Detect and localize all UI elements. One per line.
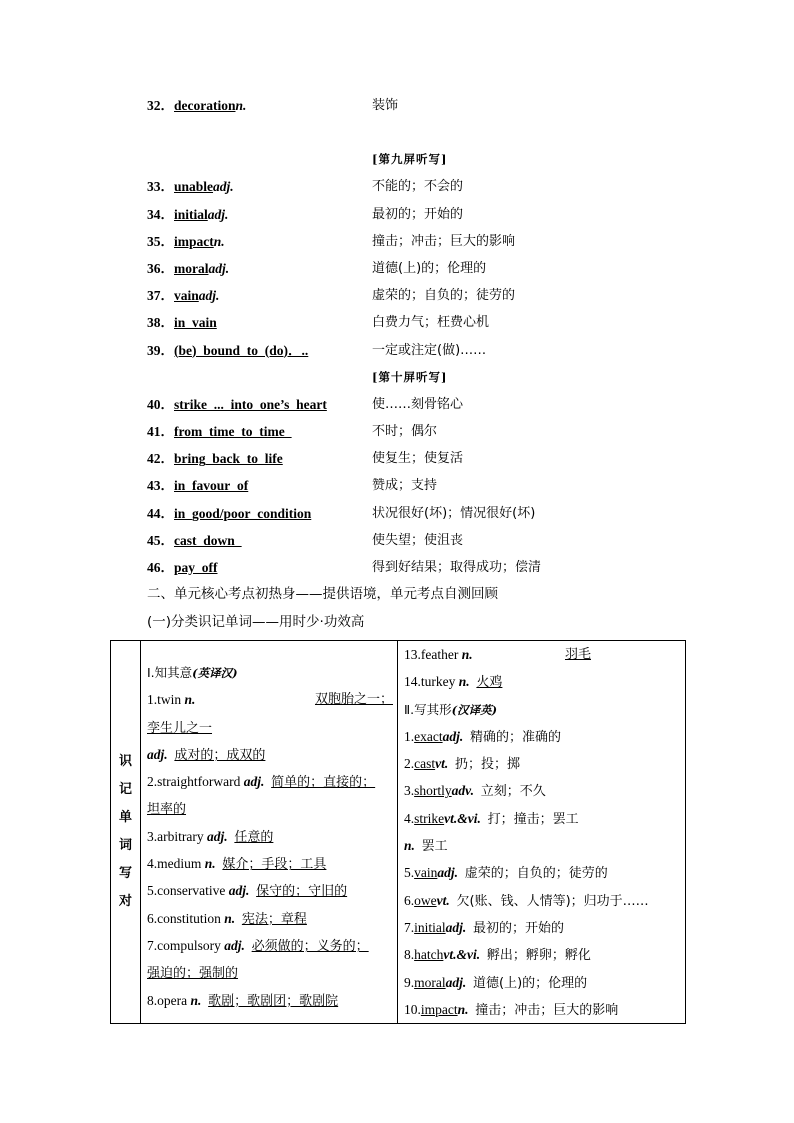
item-number: 41．: [147, 424, 174, 440]
table-row: 10.impactn. 撞击；冲击；巨大的影响: [404, 1001, 619, 1018]
list-item: [147, 472, 707, 499]
item-number: 42．: [147, 451, 174, 467]
item-meaning: 装饰: [372, 98, 399, 113]
vocab-list: [147, 92, 707, 581]
item-number: 38．: [147, 315, 174, 331]
item-pos: adj.: [198, 288, 220, 304]
table-row: 3.arbitrary adj. 任意的: [147, 828, 274, 845]
item-word: decoration: [174, 98, 236, 113]
table-row: 孪生儿之一: [147, 720, 213, 736]
list-item: [147, 554, 707, 581]
list-item: [147, 173, 707, 200]
item-pos: adj.: [207, 206, 229, 222]
list-item: [147, 255, 707, 282]
list-item: [147, 500, 707, 527]
table-row: 1.exactadj. 精确的；准确的: [404, 728, 562, 745]
table-row: 强迫的；强制的: [147, 966, 239, 982]
item-number: 32．: [147, 98, 174, 113]
list-item: [147, 309, 707, 336]
item-meaning: 一定或注定(做)……: [372, 342, 487, 358]
item-word: unable: [174, 179, 214, 195]
section-heading: 二、单元核心考点初热身——提供语境，单元考点自测回顾: [147, 586, 498, 602]
table-row: 5.vainadj. 虚荣的；自负的；徒劳的: [404, 865, 608, 882]
item-word: initial: [174, 206, 208, 222]
item-meaning: 使复生；使复活: [372, 451, 464, 467]
table-row: 2.straightforward adj. 简单的；直接的；: [147, 774, 376, 791]
item-meaning: 道德(上)的；伦理的: [372, 260, 487, 276]
table-row: 3.shortlyadv. 立刻；不久: [404, 783, 546, 800]
item-word: moral: [174, 260, 209, 276]
item-word: bring_back_to_life: [174, 451, 283, 467]
item-number: 43．: [147, 478, 174, 494]
list-item: [147, 92, 707, 119]
item-number: 37．: [147, 288, 174, 304]
item-meaning: 赞成；支持: [372, 478, 438, 494]
list-item: [147, 228, 707, 255]
item-word: impact: [174, 233, 214, 249]
table-row: 8.hatchvt.&vi. 孵出；孵卵；孵化: [404, 947, 591, 964]
screen-label-row: [147, 146, 707, 173]
item-meaning: 不能的；不会的: [372, 179, 464, 195]
table-row: 4.strikevt.&vi. 打；撞击；罢工: [404, 810, 579, 827]
item-meaning: 使失望；使沮丧: [372, 532, 464, 548]
table-row: 8.opera n. 歌剧；歌剧团；歌剧院: [147, 992, 339, 1009]
table-row: adj. 成对的；成双的: [147, 746, 266, 763]
table-side-label: 识 记 单 词 写 对: [111, 641, 141, 1024]
item-number: 35．: [147, 233, 174, 249]
item-pos: n.: [213, 233, 225, 249]
table-row: n. 罢工: [404, 838, 448, 855]
list-item: [147, 391, 707, 418]
item-word: vain: [174, 288, 199, 304]
screen-9-label: [第九屏听写]: [372, 152, 448, 167]
item-meaning: 最初的；开始的: [372, 206, 464, 222]
item-pos: adj.: [208, 260, 230, 276]
item-meaning: 状况很好(坏)；情况很好(坏): [372, 505, 536, 521]
table-row: 1.twin n. 双胞胎之一；: [147, 692, 393, 708]
item-meaning: 得到好结果；取得成功；偿清: [372, 560, 542, 575]
item-number: 40．: [147, 396, 174, 412]
table-row: 6.constitution n. 宪法；章程: [147, 910, 307, 927]
vocab-table: [110, 640, 686, 1024]
table-row: 13.feather n. 羽毛: [404, 647, 591, 662]
table-row: 7.initialadj. 最初的；开始的: [404, 919, 565, 936]
list-item: [147, 418, 707, 445]
list-item: [147, 337, 707, 364]
table-right-column: [398, 641, 686, 1024]
item-word: cast_down_: [174, 532, 242, 548]
item-number: 36．: [147, 260, 174, 276]
screen-label-row: [147, 364, 707, 391]
list-item: [147, 445, 707, 472]
item-word: (be)_bound_to_(do)．..: [174, 342, 309, 358]
item-number: 39．: [147, 342, 174, 358]
table-left-column: [141, 641, 398, 1024]
item-number: 34．: [147, 206, 174, 222]
table-row: 9.moraladj. 道德(上)的；伦理的: [404, 974, 588, 991]
item-word: in_vain: [174, 315, 217, 331]
item-meaning: 使……刻骨铭心: [372, 396, 464, 412]
item-meaning: 白费力气；枉费心机: [372, 315, 490, 331]
item-meaning: 虚荣的；自负的；徒劳的: [372, 288, 516, 304]
item-number: 46．: [147, 560, 174, 575]
screen-10-label: [第十屏听写]: [372, 369, 448, 384]
item-word: in_favour_of: [174, 478, 249, 494]
item-number: 45．: [147, 532, 174, 548]
item-number: 44．: [147, 505, 174, 521]
item-pos: adj.: [213, 179, 234, 195]
list-item: [147, 201, 707, 228]
item-word: strike_..._into_one’s_heart: [174, 396, 327, 412]
item-meaning: 撞击；冲击；巨大的影响: [372, 233, 516, 249]
item-word: in_good/poor_condition: [174, 505, 312, 521]
table-row: 4.medium n. 媒介；手段；工具: [147, 856, 327, 873]
table-row: 7.compulsory adj. 必须做的；义务的；: [147, 937, 369, 954]
list-item: [147, 282, 707, 309]
section-title: Ⅱ.写其形(汉译英): [404, 701, 498, 717]
item-word: from_time_to_time_: [174, 424, 292, 440]
item-word: pay_off: [174, 560, 218, 575]
item-pos: n.: [235, 98, 247, 113]
spacer: [147, 119, 707, 146]
table-row: 14.turkey n. 火鸡: [404, 674, 503, 691]
item-number: 33．: [147, 179, 174, 195]
list-item: [147, 527, 707, 554]
table-row: 6.owevt. 欠(账、钱、人情等)；归功于……: [404, 892, 649, 909]
table-row: 2.castvt. 扔；投；掷: [404, 756, 521, 773]
section-title: Ⅰ.知其意(英译汉): [147, 665, 238, 680]
item-meaning: 不时；偶尔: [372, 424, 438, 440]
table-row: 坦率的: [147, 802, 187, 818]
subsection-heading: (一)分类识记单词——用时少·功效高: [147, 614, 365, 630]
table-row: 5.conservative adj. 保守的；守旧的: [147, 883, 348, 900]
